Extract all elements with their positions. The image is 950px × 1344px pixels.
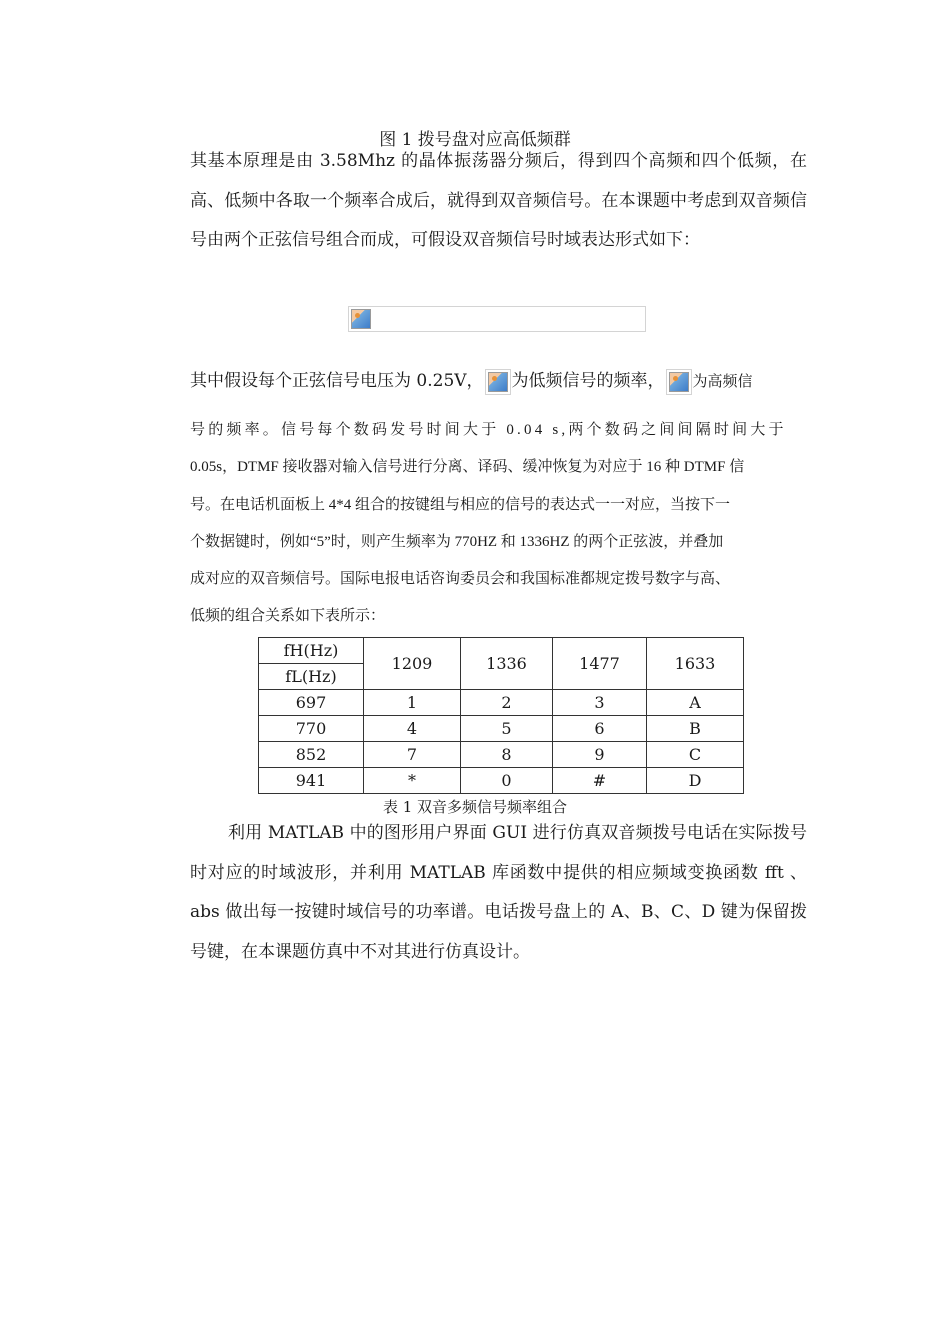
fh-symbol-image: [666, 369, 692, 395]
table-row: [259, 716, 744, 742]
key-cell: B: [647, 716, 744, 742]
key-cell: 4: [364, 716, 461, 742]
fl-symbol-image: [485, 369, 511, 395]
paragraph-principle: 其基本原理是由 3.58Mhz 的晶体振荡器分频后，得到四个高频和四个低频，在高、低频中各取一个频率合成后，就得到双音频信号。在本课题中考虑到双音频信号由两个正弦信号组合而成，可假设双音频信号时域表达形式如下：: [190, 151, 807, 250]
header-fl: fL(Hz): [259, 664, 364, 690]
table-row: [259, 742, 744, 768]
paragraph-dtmf: [190, 412, 807, 636]
key-cell: 7: [364, 742, 461, 768]
key-cell: C: [647, 742, 744, 768]
broken-image-icon: [351, 309, 371, 329]
fh-text: 为高频信: [692, 372, 753, 390]
key-cell: A: [647, 690, 744, 716]
key-cell: #: [553, 768, 647, 794]
dtmf-frequency-table: [258, 637, 744, 794]
formula-image: [348, 306, 646, 332]
text-line: 个数据键时，例如“5”时，则产生频率为 770HZ 和 1336HZ 的两个正弦波，并叠加: [190, 533, 724, 550]
key-cell: 3: [553, 690, 647, 716]
high-freq-header: 1209: [364, 638, 461, 690]
text-line: 低频的组合关系如下表所示：: [190, 608, 386, 625]
high-freq-header: 1336: [461, 638, 553, 690]
key-cell: 6: [553, 716, 647, 742]
table-row: [259, 768, 744, 794]
key-cell: 9: [553, 742, 647, 768]
key-cell: D: [647, 768, 744, 794]
text-line: 0.05s，DTMF 接收器对输入信号进行分离、译码、缓冲恢复为对应于 16 种 DTMF 信: [190, 459, 745, 476]
broken-image-icon: [669, 372, 689, 392]
low-freq-cell: 770: [259, 716, 364, 742]
key-cell: 1: [364, 690, 461, 716]
key-cell: *: [364, 768, 461, 794]
high-freq-header: 1477: [553, 638, 647, 690]
key-cell: 0: [461, 768, 553, 794]
low-freq-cell: 941: [259, 768, 364, 794]
text-line: 成对应的双音频信号。国际电报电话咨询委员会和我国标准都规定拨号数字与高、: [190, 571, 731, 588]
fl-text: 为低频信号的频率，: [511, 371, 665, 391]
key-cell: 8: [461, 742, 553, 768]
table-caption: 表 1 双音多频信号频率组合: [382, 798, 568, 816]
text-line: 号的频率。信号每个数码发号时间大于 0.04 s,两个数码之间间隔时间大于: [190, 422, 787, 438]
low-freq-cell: 852: [259, 742, 364, 768]
paragraph-matlab: 利用 MATLAB 中的图形用户界面 GUI 进行仿真双音频拨号电话在实际拨号时对应的时域波形，并利用 MATLAB 库函数中提供的相应频域变换函数 fft 、abs 做出每一按键时域信号的功率谱。电话拨号盘上的 A、B、C、D 键为保留拨号键，在本课题仿真中不对其进行仿真设计。: [190, 823, 807, 962]
voltage-text: 其中假设每个正弦信号电压为 0.25V，: [190, 371, 484, 391]
key-cell: 2: [461, 690, 553, 716]
text-line: 号。在电话机面板上 4*4 组合的按键组与相应的信号的表达式一一对应，当按下一: [190, 496, 731, 513]
table-row: [259, 690, 744, 716]
paragraph-voltage: [190, 368, 807, 395]
key-cell: 5: [461, 716, 553, 742]
high-freq-header: 1633: [647, 638, 744, 690]
low-freq-cell: 697: [259, 690, 364, 716]
header-fh: fH(Hz): [259, 638, 364, 664]
figure-caption: 图 1 拨号盘对应高低频群: [379, 130, 571, 150]
broken-image-icon: [488, 372, 508, 392]
